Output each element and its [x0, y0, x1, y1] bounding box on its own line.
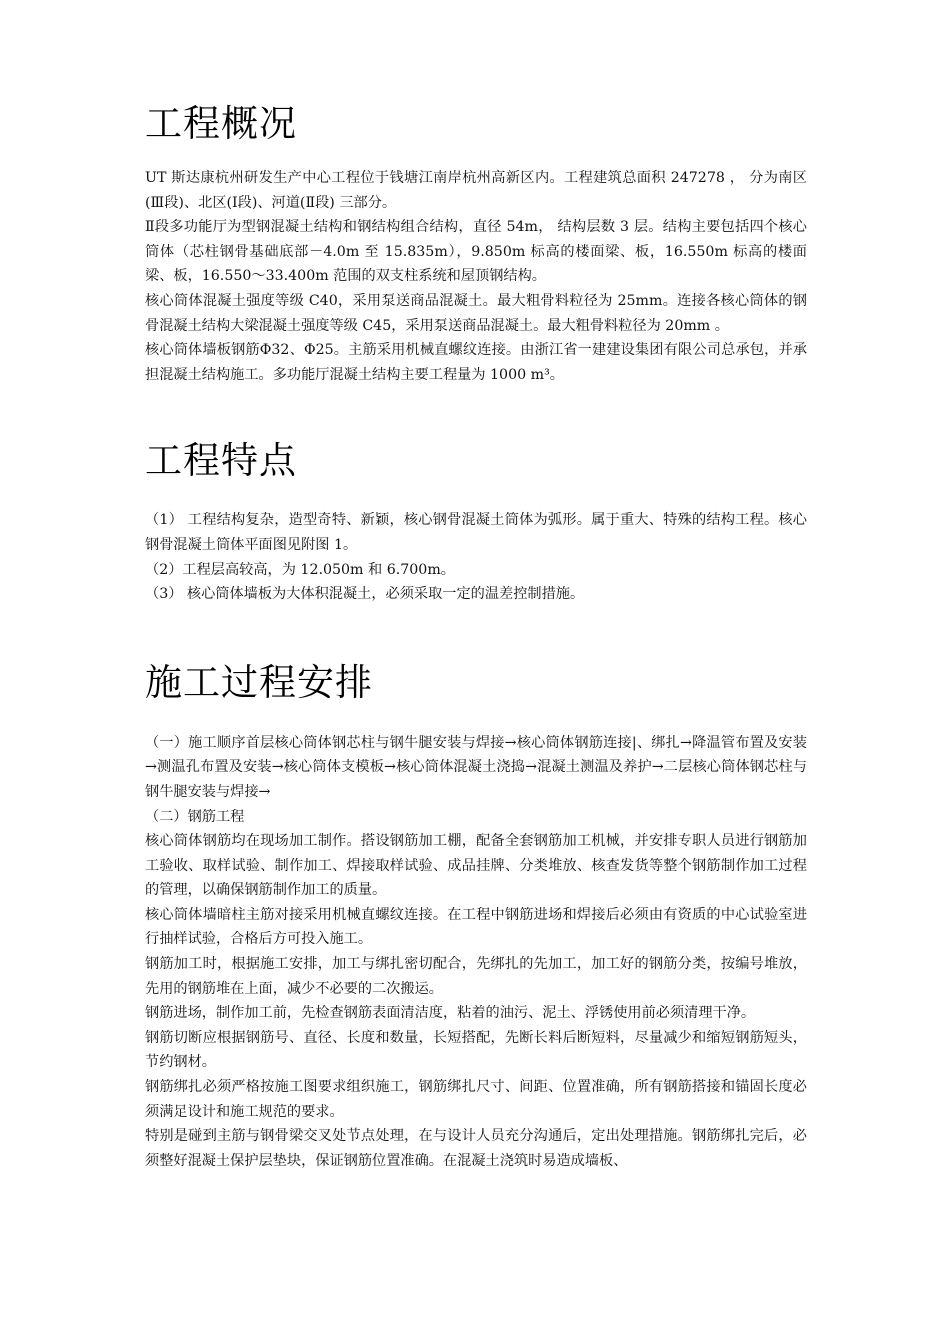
paragraph: UT 斯达康杭州研发生产中心工程位于钱塘江南岸杭州高新区内。工程建筑总面积 247278 ， 分为南区(Ⅲ段)、北区(Ⅰ段)、河道(Ⅱ段) 三部分。 [145, 170, 807, 211]
paragraph: 钢筋切断应根据钢筋号、直径、长度和数量，长短搭配，先断长料后断短料，尽量减少和缩短钢筋短头，节约钢材。 [145, 1029, 807, 1071]
paragraph: 核心筒体混凝土强度等级 C40，采用泵送商品混凝土。最大粗骨料粒径为 25mm。连接各核心筒体的钢骨混凝土结构大梁混凝土强度等级 C45，采用泵送商品混凝土。最大粗骨料粒径为 20mm 。 [145, 292, 807, 334]
paragraph: 钢筋进场，制作加工前，先检查钢筋表面清洁度，粘着的油污、泥土、浮锈使用前必须清理干净。 [145, 1005, 756, 1022]
paragraph: （1） 工程结构复杂，造型奇特、新颖，核心钢骨混凝土筒体为弧形。属于重大、特殊的结构工程。核心钢骨混凝土筒体平面图见附图 1。 [145, 512, 807, 553]
document-page [145, 0, 807, 1173]
section-project-features [145, 439, 807, 606]
paragraph: 特别是碰到主筋与钢骨梁交叉处节点处理，在与设计人员充分沟通后，定出处理措施。钢筋绑扎完后，必须整好混凝土保护层垫块，保证钢筋位置准确。在混凝土浇筑时易造成墙板、 [145, 1128, 807, 1169]
paragraph: Ⅱ段多功能厅为型钢混凝土结构和钢结构组合结构，直径 54m， 结构层数 3 层。结构主要包括四个核心筒体（芯柱钢骨基础底部－4.0m 至 15.835m），9.850m 标高的楼面梁、板，16.550m 标高的楼面梁、板，16.550～33.400m 范围的双支柱系统和屋顶钢结构。 [145, 219, 807, 285]
section-body [145, 166, 807, 387]
paragraph: （2）工程层高较高，为 12.050m 和 6.700m。 [145, 561, 455, 578]
section-construction-arrangement [145, 661, 807, 1174]
paragraph: 钢筋加工时，根据施工安排，加工与绑扎密切配合，先绑扎的先加工，加工好的钢筋分类，按编号堆放，先用的钢筋堆在上面，减少不必要的二次搬运。 [145, 956, 807, 997]
paragraph: （一）施工顺序首层核心筒体钢芯柱与钢牛腿安装与焊接→核心筒体钢筋连接|、绑扎→降温管布置及安装→测温孔布置及安装→核心筒体支模板→核心筒体混凝土浇捣→混凝土测温及养护→二层核心筒体钢芯柱与钢牛腿安装与焊接→ [145, 734, 807, 800]
section-title: 工程概况 [145, 102, 297, 145]
paragraph: 钢筋绑扎必须严格按施工图要求组织施工，钢筋绑扎尺寸、间距、位置准确，所有钢筋搭接和锚固长度必须满足设计和施工规范的要求。 [145, 1079, 807, 1120]
section-title: 工程特点 [145, 439, 297, 483]
section-body [145, 508, 807, 606]
section-body [145, 731, 807, 1174]
section-project-overview [145, 102, 807, 387]
section-title: 施工过程安排 [145, 660, 373, 704]
paragraph: 核心筒体墙板钢筋Φ32、Φ25。主筋采用机械直螺纹连接。由浙江省一建建设集团有限公司总承包，并承担混凝土结构施工。多功能厅混凝土结构主要工程量为 1000 m³。 [145, 342, 807, 383]
paragraph: （3） 核心筒体墙板为大体积混凝土，必须采取一定的温差控制措施。 [145, 586, 585, 603]
paragraph: 核心筒体墙暗柱主筋对接采用机械直螺纹连接。在工程中钢筋进场和焊接后必须由有资质的中心试验室进行抽样试验，合格后方可投入施工。 [145, 906, 807, 948]
paragraph: （二）钢筋工程 [145, 808, 245, 825]
paragraph: 核心筒体钢筋均在现场加工制作。搭设钢筋加工棚，配备全套钢筋加工机械，并安排专职人员进行钢筋加工验收、取样试验、制作加工、焊接取样试验、成品挂牌、分类堆放、核查发货等整个钢筋制作加工过程的管理，以确保钢筋制作加工的质量。 [145, 833, 807, 899]
